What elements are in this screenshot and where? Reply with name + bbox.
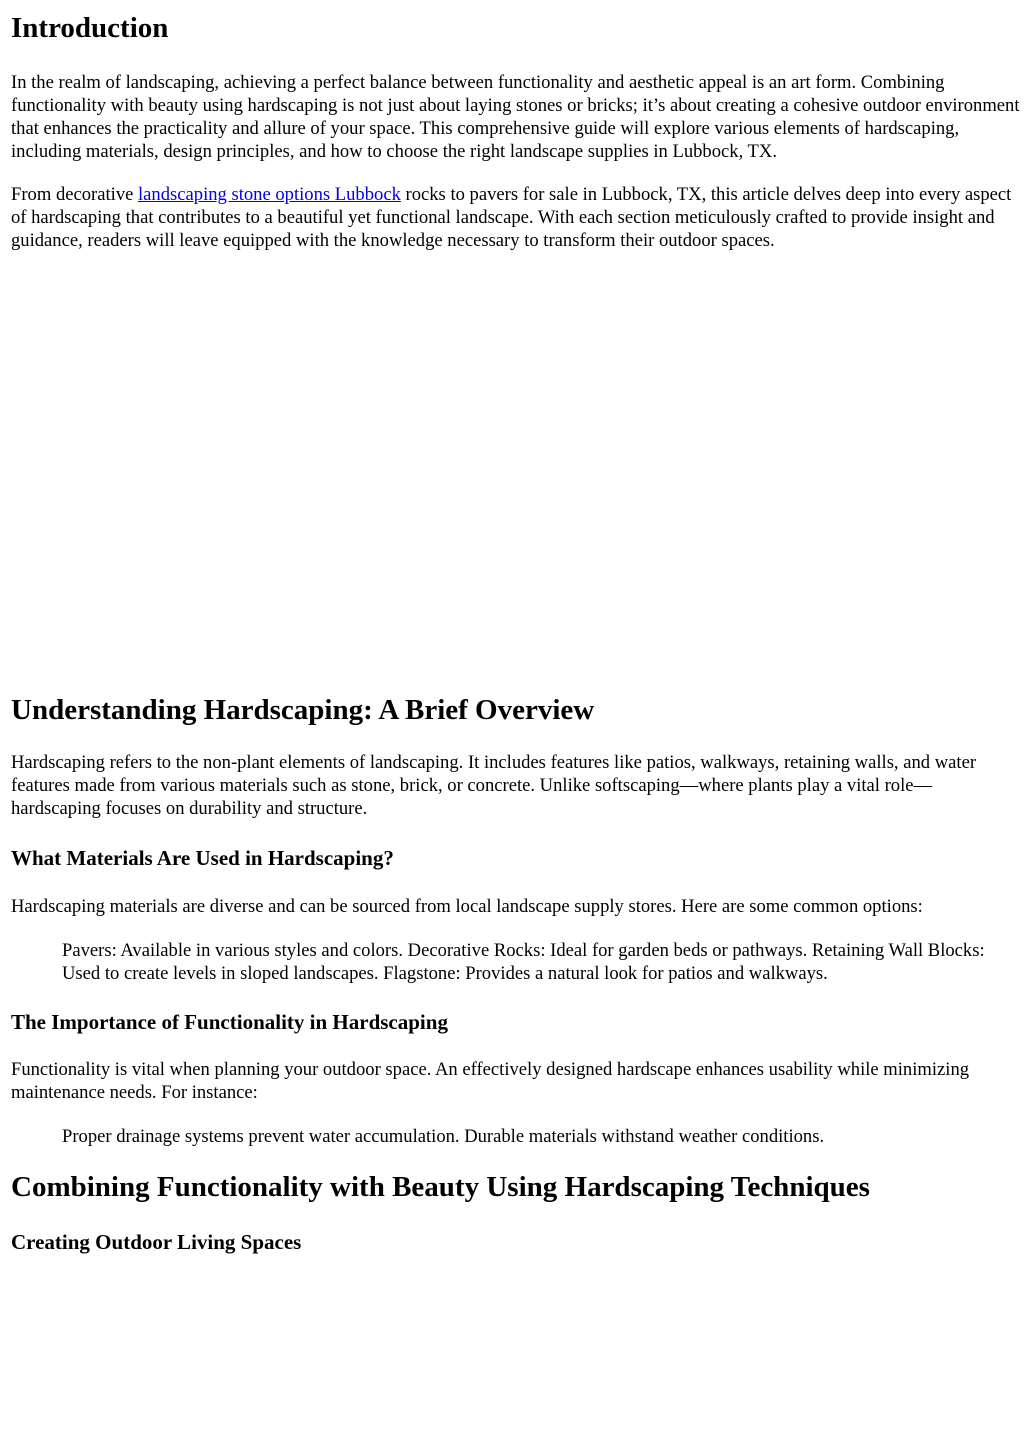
materials-list-text: Pavers: Available in various styles and colors. Decorative Rocks: Ideal for garden beds or pathways. Retaining Wall Blocks: Used to create levels in sloped landscapes. Flagstone: Provides a natural look for patios and walkways. [62,940,985,984]
blank-image-area [11,252,1021,693]
materials-heading: What Materials Are Used in Hardscaping? [11,846,394,870]
importance-list-text: Proper drainage systems prevent water accumulation. Durable materials withstand weather conditions. [62,1126,825,1147]
materials-paragraph: Hardscaping materials are diverse and can be sourced from local landscape supply stores. Here are some common options: [11,896,923,917]
paragraph-2-trailing-text: rocks to pavers for sale in Lubbock, TX, this article delves deep into every aspect of hardscaping that contributes to a beautiful yet functional landscape. With each section meticulously crafted to provide insight and guidance, readers will leave equipped with the knowledge necessary to transform their outdoor spaces. [11,184,1012,251]
introduction-paragraph-2 [11,183,1021,252]
introduction-paragraph-1: In the realm of landscaping, achieving a perfect balance between functionality and aesthetic appeal is an art form. Combining functionality with beauty using hardscaping is not just about laying stones or bricks; it’s about creating a cohesive outdoor environment that enhances the practicality and allure of your space. This comprehensive guide will explore various elements of hardscaping, including materials, design principles, and how to choose the right landscape supplies in Lubbock, TX. [11,72,1020,162]
importance-of-functionality-heading: The Importance of Functionality in Hardscaping [11,1010,448,1034]
introduction-heading: Introduction [11,12,169,44]
importance-paragraph: Functionality is vital when planning your outdoor space. An effectively designed hardscape enhances usability while minimizing maintenance needs. For instance: [11,1059,970,1103]
document-page [11,0,1021,1255]
understanding-hardscaping-paragraph: Hardscaping refers to the non-plant elements of landscaping. It includes features like patios, walkways, retaining walls, and water features made from various materials such as stone, brick, or concrete. Unlike softscaping—where plants play a vital role—hardscaping focuses on durability and structure. [11,752,977,819]
combining-functionality-heading: Combining Functionality with Beauty Using Hardscaping Techniques [11,1171,870,1203]
paragraph-2-lead-text: From decorative [11,184,139,205]
understanding-hardscaping-heading: Understanding Hardscaping: A Brief Overview [11,694,595,726]
outdoor-living-spaces-heading: Creating Outdoor Living Spaces [11,1230,302,1254]
landscaping-stone-options-link[interactable]: landscaping stone options Lubbock [138,184,401,205]
